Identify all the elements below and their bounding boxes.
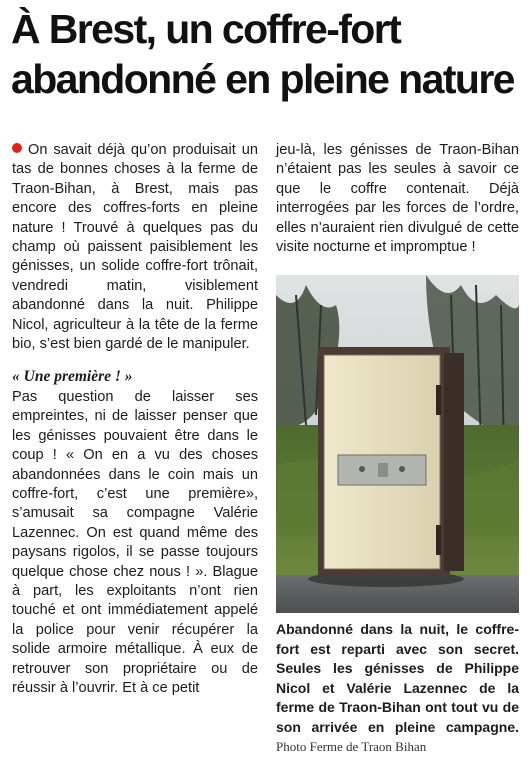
article-headline: À Brest, un coffre-fort abandonné en pleine nature [11,6,514,102]
article-paragraph-2: Pas question de laisser ses empreintes, ni de laisser penser que les génisses pouvaient être dans le coup ! « On en a vu des choses abandonnées dans le coin mais un coffre-fort, c’est une première», s’amusait sa compagne Valérie Lazennec. On est quand même des paysans rigolos, il se passe toujours quelque chose chez nous ! ». Blague à part, les exploitants n’ont rien touché et ont immédiatement appelé la police pour venir récupérer la solide armoire métallique. À eux de retrouver son propriétaire ou de réussir à l’ouvrir. Et à ce petit [12,388,258,696]
article-paragraph-1 [12,141,258,354]
photo-credit: Photo Ferme de Traon Bihan [276,739,427,754]
photo-caption [276,620,519,757]
article-column-left [12,141,258,698]
article-subheading: « Une première ! » [12,368,133,386]
safe-photo [276,275,519,613]
red-bullet-icon [12,143,22,153]
article-column-right [276,141,519,257]
article-paragraph-3: jeu-là, les génisses de Traon-Bihan n’étaient pas les seules à savoir ce que le coffre contenait. Déjà interrogées par les forces de l’ordre, elles n’auraient rien divulgué de cette visite nocturne et impromptue ! [276,142,519,256]
paragraph-1-text: On savait déjà qu’on produisait un tas de bonnes choses à la ferme de Traon-Bihan, à Brest, mais pas encore des coffres-forts en pleine nature ! Trouvé à quelques pas du champ où paissent paisiblement les génisses, un solide coffre-fort trônait, vendredi matin, visiblement abandonné dans la nuit. Philippe Nicol, agriculteur à la tête de la ferme bio, s’est bien gardé de le manipuler. [12,142,258,353]
caption-text: Abandonné dans la nuit, le coffre-fort est reparti avec son secret. Seules les génisses de Philippe Nicol et Valérie Lazennec de la ferme de Traon-Bihan ont tout vu de son arrivée en pleine campagne. [276,621,519,735]
